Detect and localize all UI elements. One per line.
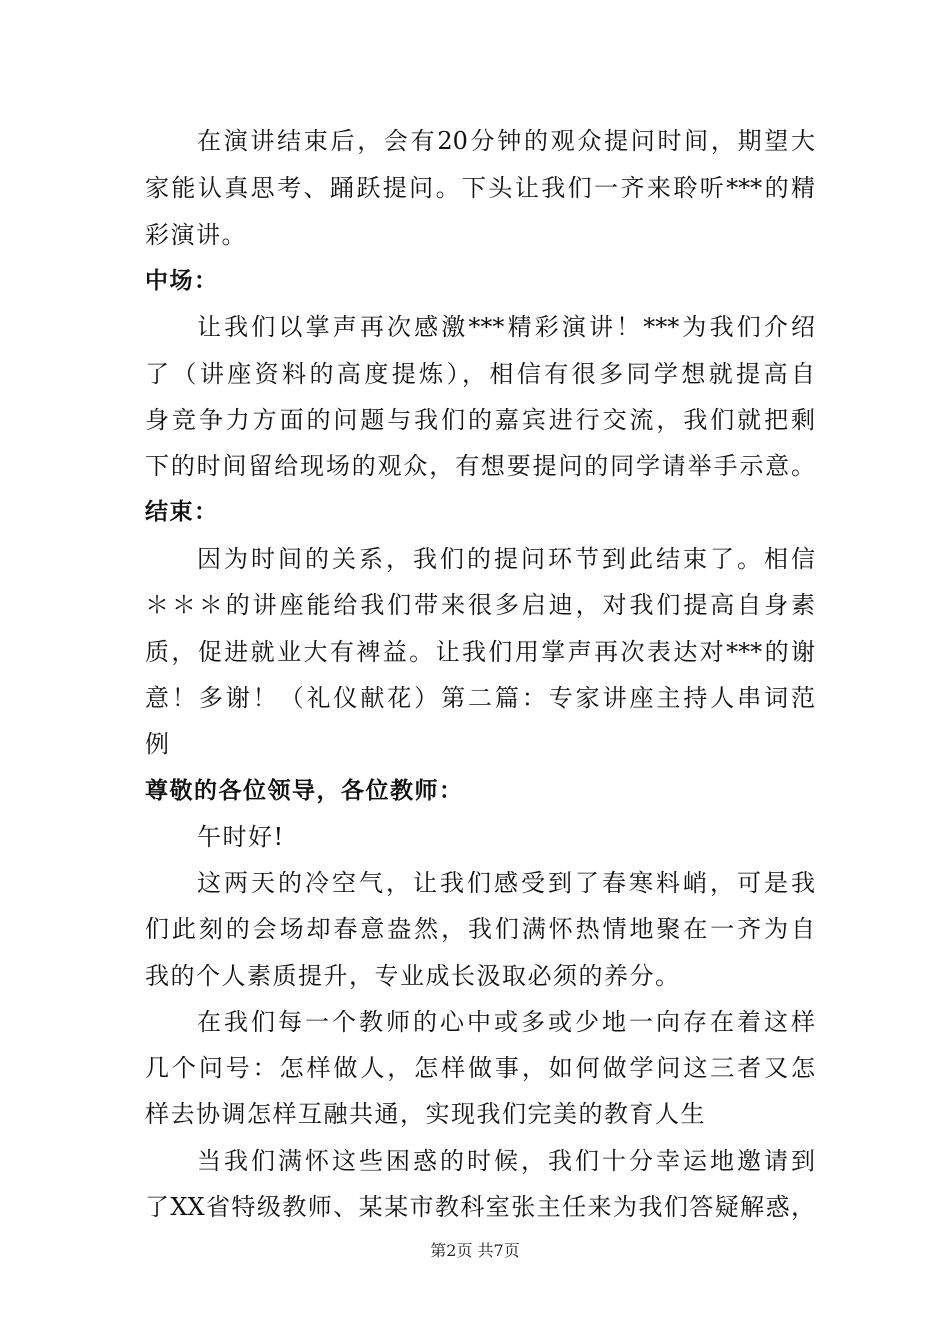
paragraph-line: 几个问号：怎样做人，怎样做事，如何做学问这三者又怎 xyxy=(145,1054,815,1082)
paragraph-line: 们此刻的会场却春意盎然，我们满怀热情地聚在一齐为自 xyxy=(145,915,815,943)
paragraph-line: ＊＊＊的讲座能给我们带来很多启迪，对我们提高自身素 xyxy=(145,591,815,619)
paragraph-line: 当我们满怀这些困惑的时候，我们十分幸运地邀请到 xyxy=(197,1147,815,1175)
page-footer: 第2页 共7页 xyxy=(430,1241,520,1260)
paragraph-line: 在演讲结束后，会有20分钟的观众提问时间，期望大 xyxy=(197,127,815,155)
paragraph-line: 例 xyxy=(145,730,171,758)
paragraph-line: 质，促进就业大有裨益。让我们用掌声再次表达对***的谢 xyxy=(145,638,815,666)
paragraph-line: 身竞争力方面的问题与我们的嘉宾进行交流，我们就把剩 xyxy=(145,406,815,434)
paragraph-line: 意！多谢！（礼仪献花）第二篇：专家讲座主持人串词范 xyxy=(145,684,815,712)
paragraph-line: 因为时间的关系，我们的提问环节到此结束了。相信 xyxy=(197,545,815,573)
section-heading: 结束： xyxy=(145,499,219,525)
paragraph-line: 样去协调怎样互融共通，实现我们完美的教育人生 xyxy=(145,1100,706,1128)
paragraph-line: 在我们每一个教师的心中或多或少地一向存在着这样 xyxy=(197,1008,815,1036)
paragraph-line: 家能认真思考、踊跃提问。下头让我们一齐来聆听***的精 xyxy=(145,174,815,202)
paragraph-line: 这两天的冷空气，让我们感受到了春寒料峭，可是我 xyxy=(197,869,815,897)
paragraph-line: 了XX省特级教师、某某市教科室张主任来为我们答疑解惑， xyxy=(145,1193,815,1221)
salutation-heading: 尊敬的各位领导，各位教师： xyxy=(145,778,464,804)
paragraph-line: 彩演讲。 xyxy=(145,221,247,249)
paragraph-line: 午时好! xyxy=(197,823,285,851)
paragraph-line: 我的个人素质提升，专业成长汲取必须的养分。 xyxy=(145,962,681,990)
paragraph-line: 了（讲座资料的高度提炼），相信有很多同学想就提高自 xyxy=(145,360,815,388)
section-heading: 中场： xyxy=(145,268,219,294)
paragraph-line: 让我们以掌声再次感激***精彩演讲！***为我们介绍 xyxy=(197,313,815,341)
paragraph-line: 下的时间留给现场的观众，有想要提问的同学请举手示意。 xyxy=(145,452,815,480)
